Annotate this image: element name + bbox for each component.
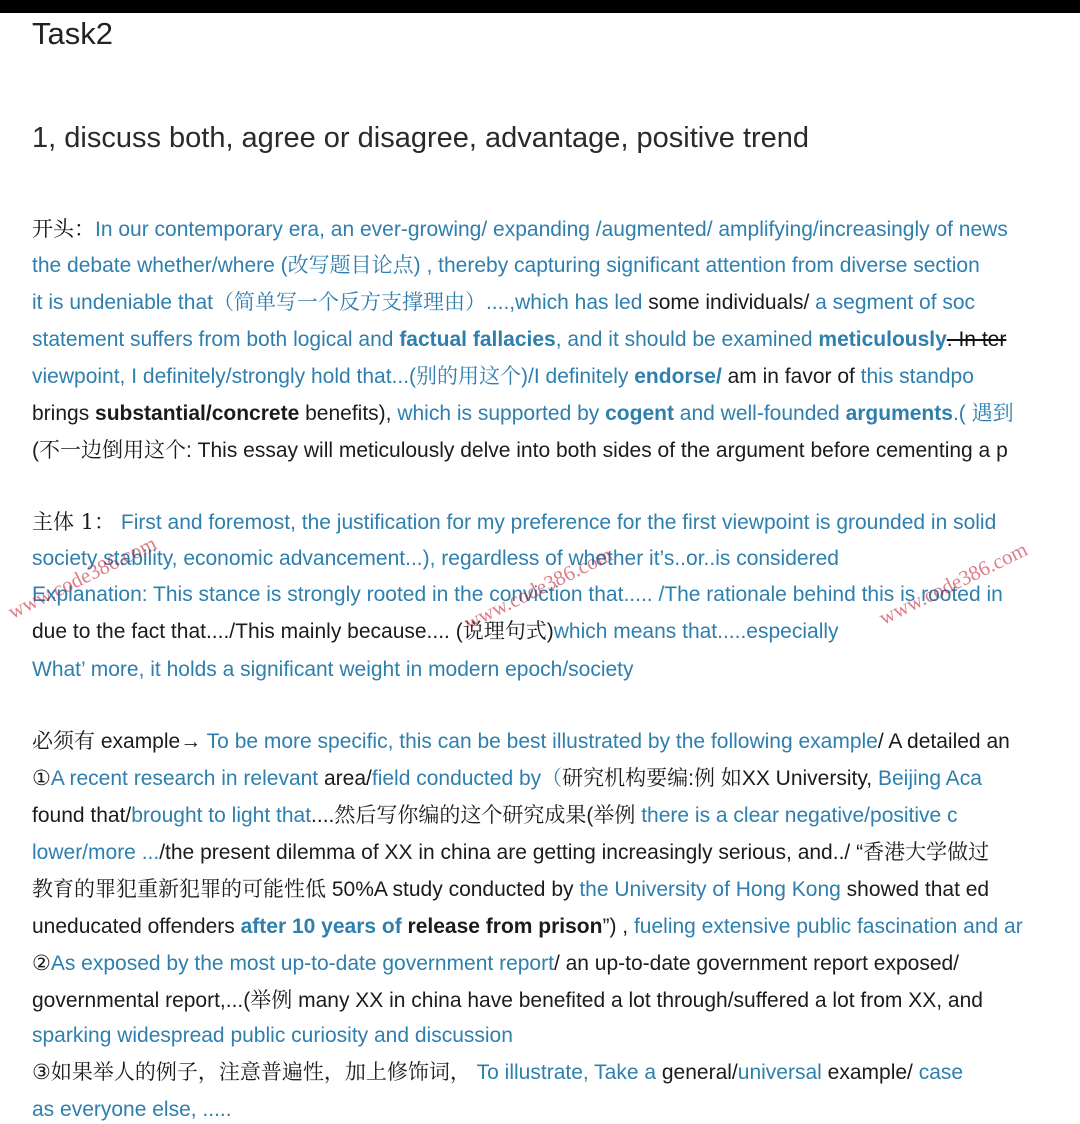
body1-line-3: Explanation: This stance is strongly rooted in the conviction that..... /The rationale behind this is rooted in [32, 583, 1003, 606]
example-line-10: ③如果举人的例子，注意普遍性，加上修饰词， To illustrate, Take a general/universal example/ case [32, 1061, 964, 1084]
example-line-2: ①A recent research in relevant area/field conducted by（研究机构要编:例 如XX University, Beijing Aca [32, 767, 982, 790]
body1-line-5: What’ more, it holds a significant weight in modern epoch/society [32, 658, 634, 681]
watermark: www.code386.com [875, 537, 1032, 630]
intro-line-5: viewpoint, I definitely/strongly hold that...(别的用这个)/I definitely endorse/ am in favor of this standpo [32, 365, 974, 388]
example-line-1: 必须有 example→ To be more specific, this can be best illustrated by the following example/ A detailed an [32, 730, 1010, 753]
body1-line-4: due to the fact that..../This mainly because.... (说理句式)which means that.....especially [32, 620, 839, 643]
intro-line-7: (不一边倒用这个: This essay will meticulously delve into both sides of the argument before cementing a p [32, 439, 1008, 462]
example-line-11: as everyone else, ..... [32, 1098, 232, 1121]
example-line-7: ②As exposed by the most up-to-date government report/ an up-to-date government report exposed/ [32, 952, 960, 975]
example-line-3: found that/brought to light that....然后写你编的这个研究成果(举例 there is a clear negative/positive c [32, 804, 958, 827]
example-line-4: lower/more .../the present dilemma of XX in china are getting increasingly serious, and../ “香港大学做过 [32, 841, 990, 864]
watermark: www.code386.com [4, 531, 161, 624]
body1-line-2: society stability, economic advancement...), regardless of whether it’s..or..is considered [32, 547, 839, 570]
intro-line-6: brings substantial/concrete benefits), which is supported by cogent and well-founded arguments.( 遇到 [32, 402, 1014, 425]
section-heading: 1, discuss both, agree or disagree, advantage, positive trend [32, 122, 810, 154]
intro-line-1: 开头：In our contemporary era, an ever-growing/ expanding /augmented/ amplifying/increasingly of news [32, 217, 1008, 241]
example-line-9: sparking widespread public curiosity and discussion [32, 1024, 513, 1047]
intro-line-3: it is undeniable that（简单写一个反方支撑理由）....,which has led some individuals/ a segment of soc [32, 291, 976, 314]
intro-line-4: statement suffers from both logical and factual fallacies, and it should be examined meticulously. In ter [32, 328, 1007, 351]
watermark: www.code386.com [460, 542, 617, 635]
example-line-6: uneducated offenders after 10 years of release from prison”) , fueling extensive public fascination and ar [32, 915, 1023, 938]
example-line-8: governmental report,...(举例 many XX in china have benefited a lot through/suffered a lot from XX, and [32, 989, 983, 1012]
example-line-5: 教育的罪犯重新犯罪的可能性低 50%A study conducted by the University of Hong Kong showed that ed [32, 878, 990, 901]
body1-line-1: 主体 1： First and foremost, the justification for my preference for the first viewpoint is grounded in solid [32, 510, 997, 534]
document-title: Task2 [32, 16, 113, 51]
intro-line-2: the debate whether/where (改写题目论点) , thereby capturing significant attention from diverse section [32, 254, 980, 277]
